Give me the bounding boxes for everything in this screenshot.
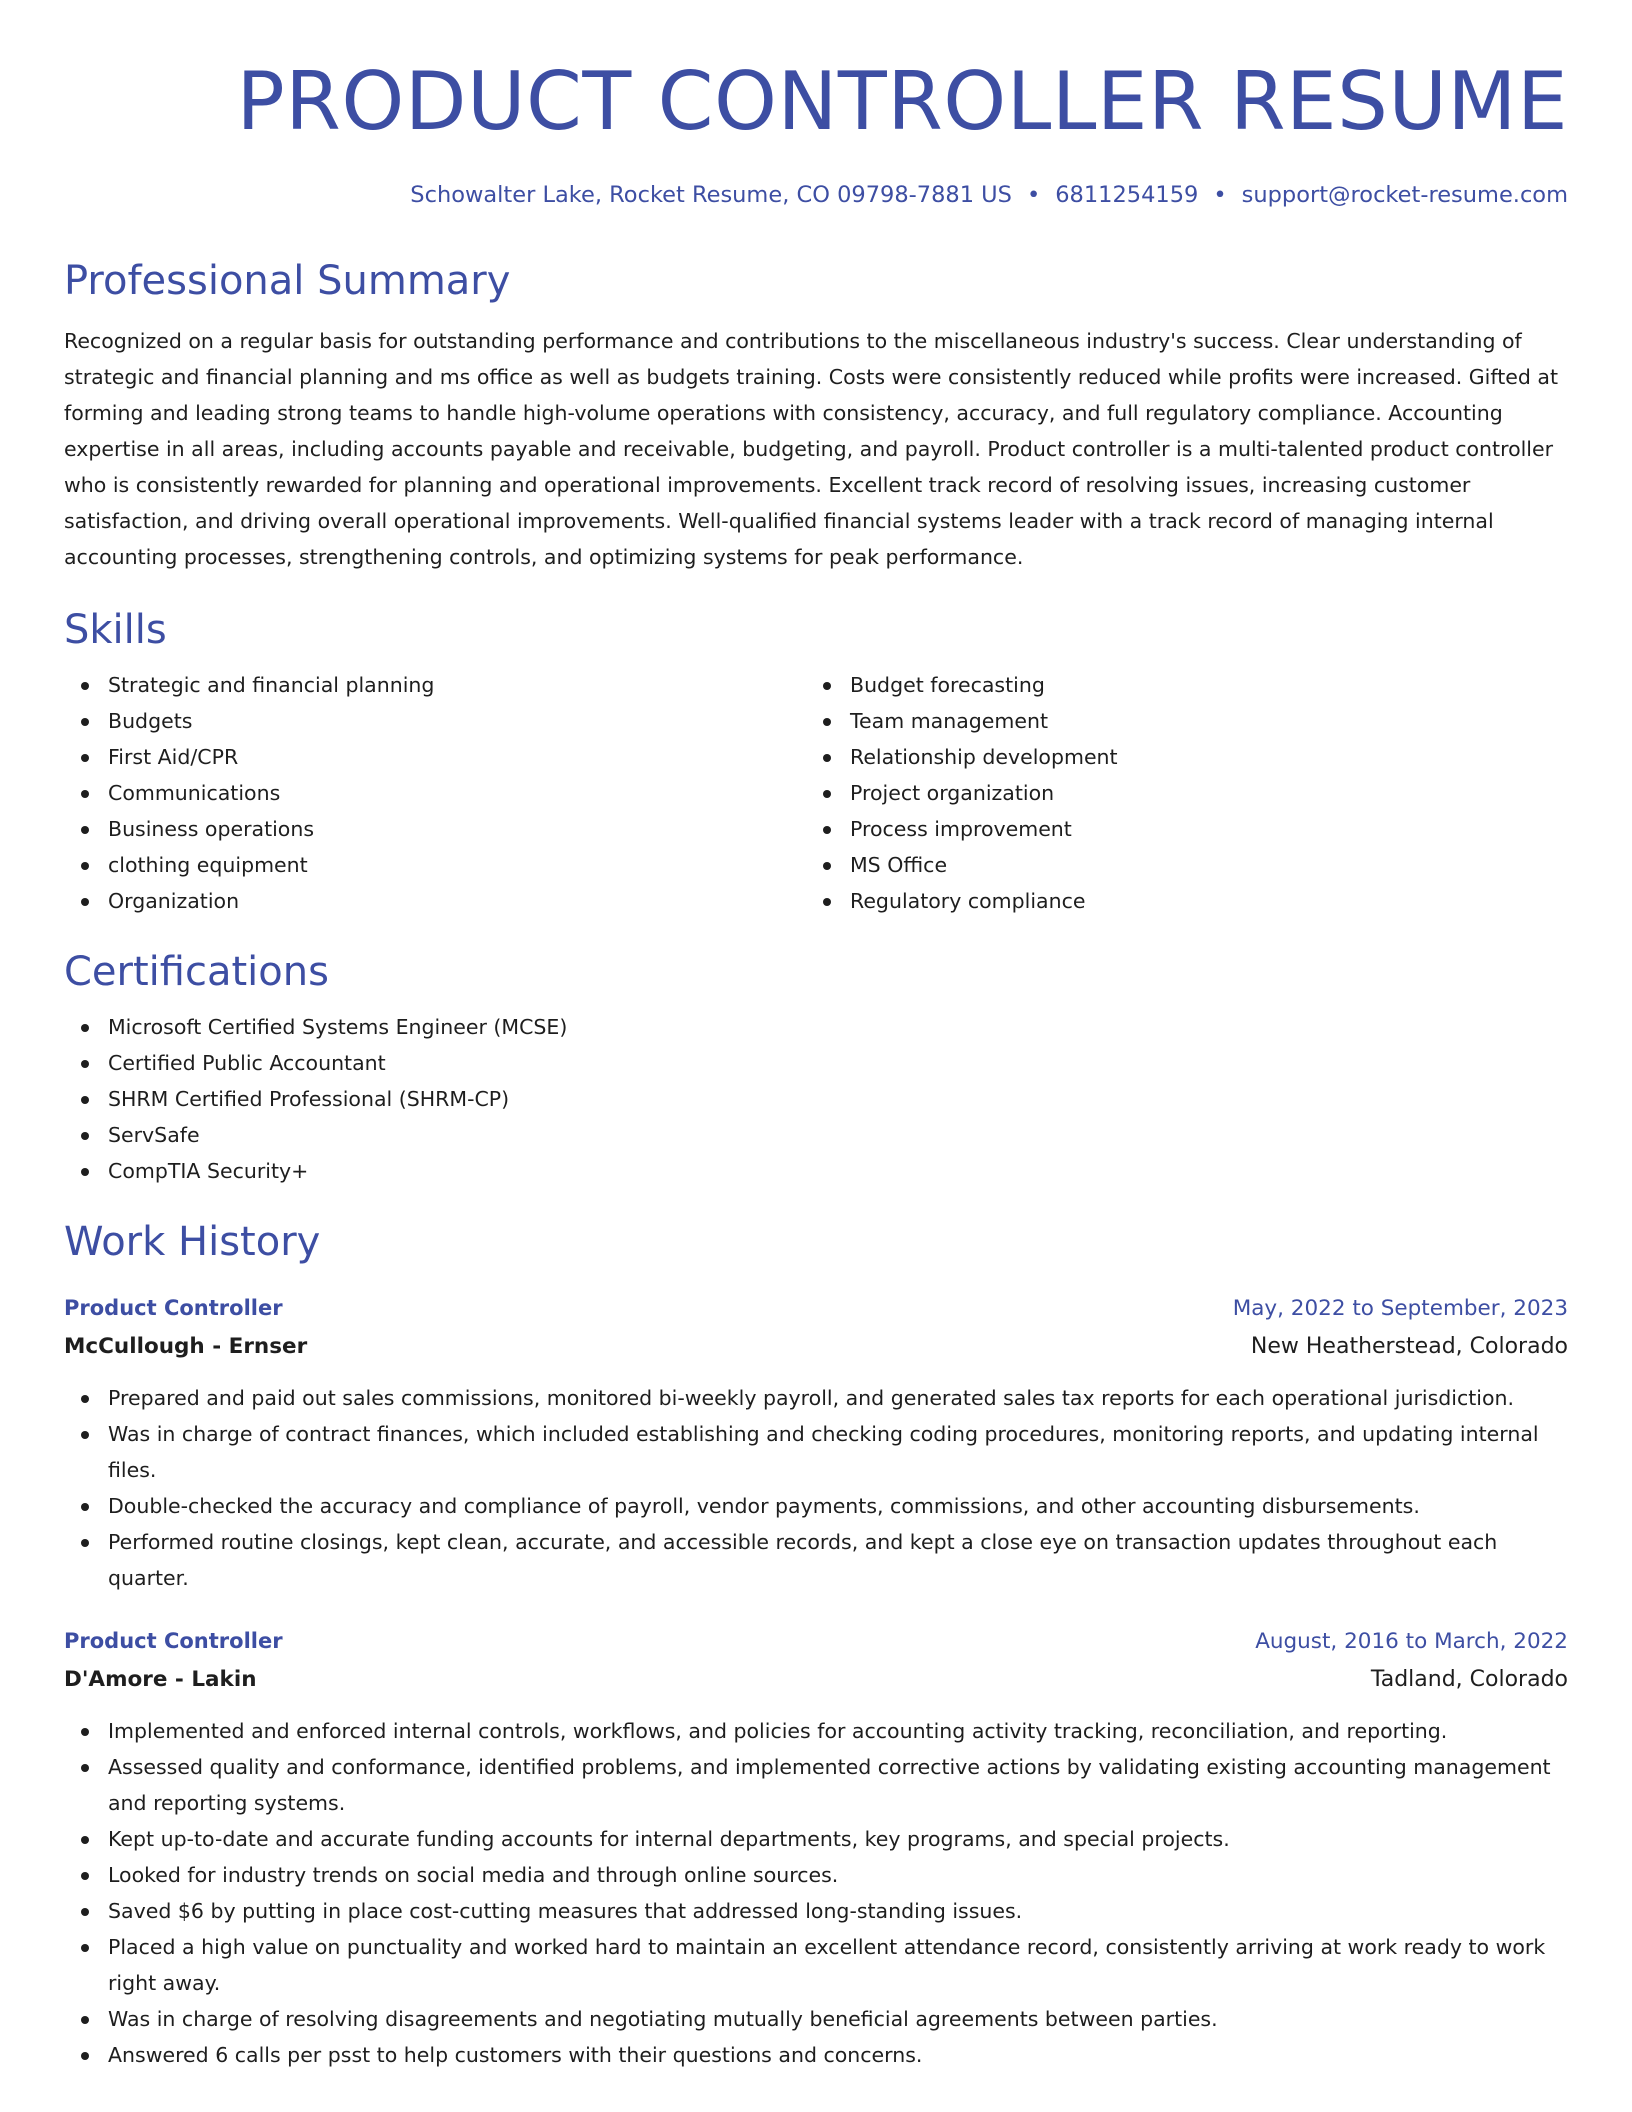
resume-title: PRODUCT CONTROLLER RESUME (236, 55, 1568, 148)
job-duty-item: Was in charge of resolving disagreements and negotiating mutually beneficial agreements between parties. (64, 2001, 1568, 2037)
job-dates: August, 2016 to March, 2022 (1255, 1629, 1568, 1654)
job-duty-item: Prepared and paid out sales commissions, monitored bi-weekly payroll, and generated sales tax reports for each operational jurisdiction. (64, 1380, 1568, 1416)
phone-text: 6811254159 (1055, 182, 1199, 208)
job-company: McCullough - Ernser (64, 1334, 308, 1359)
skills-list-left (64, 667, 806, 919)
job-duty-item: Kept up-to-date and accurate funding accounts for internal departments, key programs, and special projects. (64, 1821, 1568, 1857)
skill-item: Business operations (64, 811, 806, 847)
job-duty-item: Saved $6 by putting in place cost-cutting measures that addressed long-standing issues. (64, 1893, 1568, 1929)
skill-item: Regulatory compliance (806, 883, 1548, 919)
job-duties-list (64, 1713, 1568, 2073)
job-duty-item: Looked for industry trends on social media and through online sources. (64, 1857, 1568, 1893)
job-duty-item: Placed a high value on punctuality and worked hard to maintain an excellent attendance record, consistently arriving at work ready to work right away. (64, 1929, 1568, 2001)
job-duty-item: Was in charge of contract finances, which included establishing and checking coding procedures, monitoring reports, and updating internal files. (64, 1416, 1568, 1488)
contact-separator: • (1213, 182, 1227, 208)
certifications-list (64, 1009, 1568, 1189)
summary-heading: Professional Summary (64, 258, 511, 304)
email-link[interactable]: support@rocket-resume.com (1241, 182, 1568, 208)
skill-item: Process improvement (806, 811, 1548, 847)
work-history-heading: Work History (64, 1219, 321, 1265)
job-title: Product Controller (64, 1296, 283, 1320)
job-duty-item: Performed routine closings, kept clean, accurate, and accessible records, and kept a close eye on transaction updates throughout each quarter. (64, 1524, 1568, 1596)
job-location: Tadland, Colorado (1370, 1667, 1568, 1692)
skill-item: Strategic and financial planning (64, 667, 806, 703)
job-entry (64, 1622, 1568, 2073)
contact-separator: • (1026, 182, 1041, 208)
job-title: Product Controller (64, 1629, 283, 1653)
skills-list-right (806, 667, 1548, 919)
job-duty-item: Answered 6 calls per psst to help customers with their questions and concerns. (64, 2037, 1568, 2073)
job-company: D'Amore - Lakin (64, 1667, 257, 1692)
certification-item: CompTIA Security+ (64, 1153, 1568, 1189)
resume-page (64, 0, 1568, 2073)
skill-item: First Aid/CPR (64, 739, 806, 775)
skill-item: Budget forecasting (806, 667, 1548, 703)
job-company-row (64, 1328, 1568, 1366)
certification-item: ServSafe (64, 1117, 1568, 1153)
summary-text: Recognized on a regular basis for outstanding performance and contributions to the miscellaneous industry's success. Clear understanding of strategic and financial planning and ms office as well as budgets training. Costs were consistently reduced while profits were increased. Gifted at forming and leading strong teams to handle high-volume operations with consistency, accuracy, and full regulatory compliance. Accounting expertise in all areas, including accounts payable and receivable, budgeting, and payroll. Product controller is a multi-talented product controller who is consistently rewarded for planning and operational improvements. Excellent track record of resolving issues, increasing customer satisfaction, and driving overall operational improvements. Well-qualified financial systems leader with a track record of managing internal accounting processes, strengthening controls, and optimizing systems for peak performance. (64, 329, 1559, 569)
address-text: Schowalter Lake, Rocket Resume, CO 09798-7881 US (410, 182, 1012, 208)
skill-item: Relationship development (806, 739, 1548, 775)
skill-item: Project organization (806, 775, 1548, 811)
job-duty-item: Assessed quality and conformance, identified problems, and implemented corrective actions by validating existing accounting management and reporting systems. (64, 1749, 1568, 1821)
skill-item: Team management (806, 703, 1548, 739)
job-dates: May, 2022 to September, 2023 (1232, 1296, 1568, 1321)
job-duty-item: Implemented and enforced internal controls, workflows, and policies for accounting activity tracking, reconciliation, and reporting. (64, 1713, 1568, 1749)
skills-grid (64, 667, 1568, 919)
certification-item: Microsoft Certified Systems Engineer (MCSE) (64, 1009, 1568, 1045)
skill-item: MS Office (806, 847, 1548, 883)
contact-line (64, 178, 1568, 212)
job-duties-list (64, 1380, 1568, 1596)
skill-item: clothing equipment (64, 847, 806, 883)
job-header-row (64, 1622, 1568, 1661)
skill-item: Budgets (64, 703, 806, 739)
job-company-row (64, 1661, 1568, 1699)
skill-item: Organization (64, 883, 806, 919)
certifications-heading: Certifications (64, 949, 329, 995)
certification-item: Certified Public Accountant (64, 1045, 1568, 1081)
skills-heading: Skills (64, 607, 167, 653)
job-location: New Heatherstead, Colorado (1250, 1334, 1568, 1359)
certification-item: SHRM Certified Professional (SHRM-CP) (64, 1081, 1568, 1117)
job-entry (64, 1289, 1568, 1596)
job-header-row (64, 1289, 1568, 1328)
skill-item: Communications (64, 775, 806, 811)
job-duty-item: Double-checked the accuracy and compliance of payroll, vendor payments, commissions, and other accounting disbursements. (64, 1488, 1568, 1524)
